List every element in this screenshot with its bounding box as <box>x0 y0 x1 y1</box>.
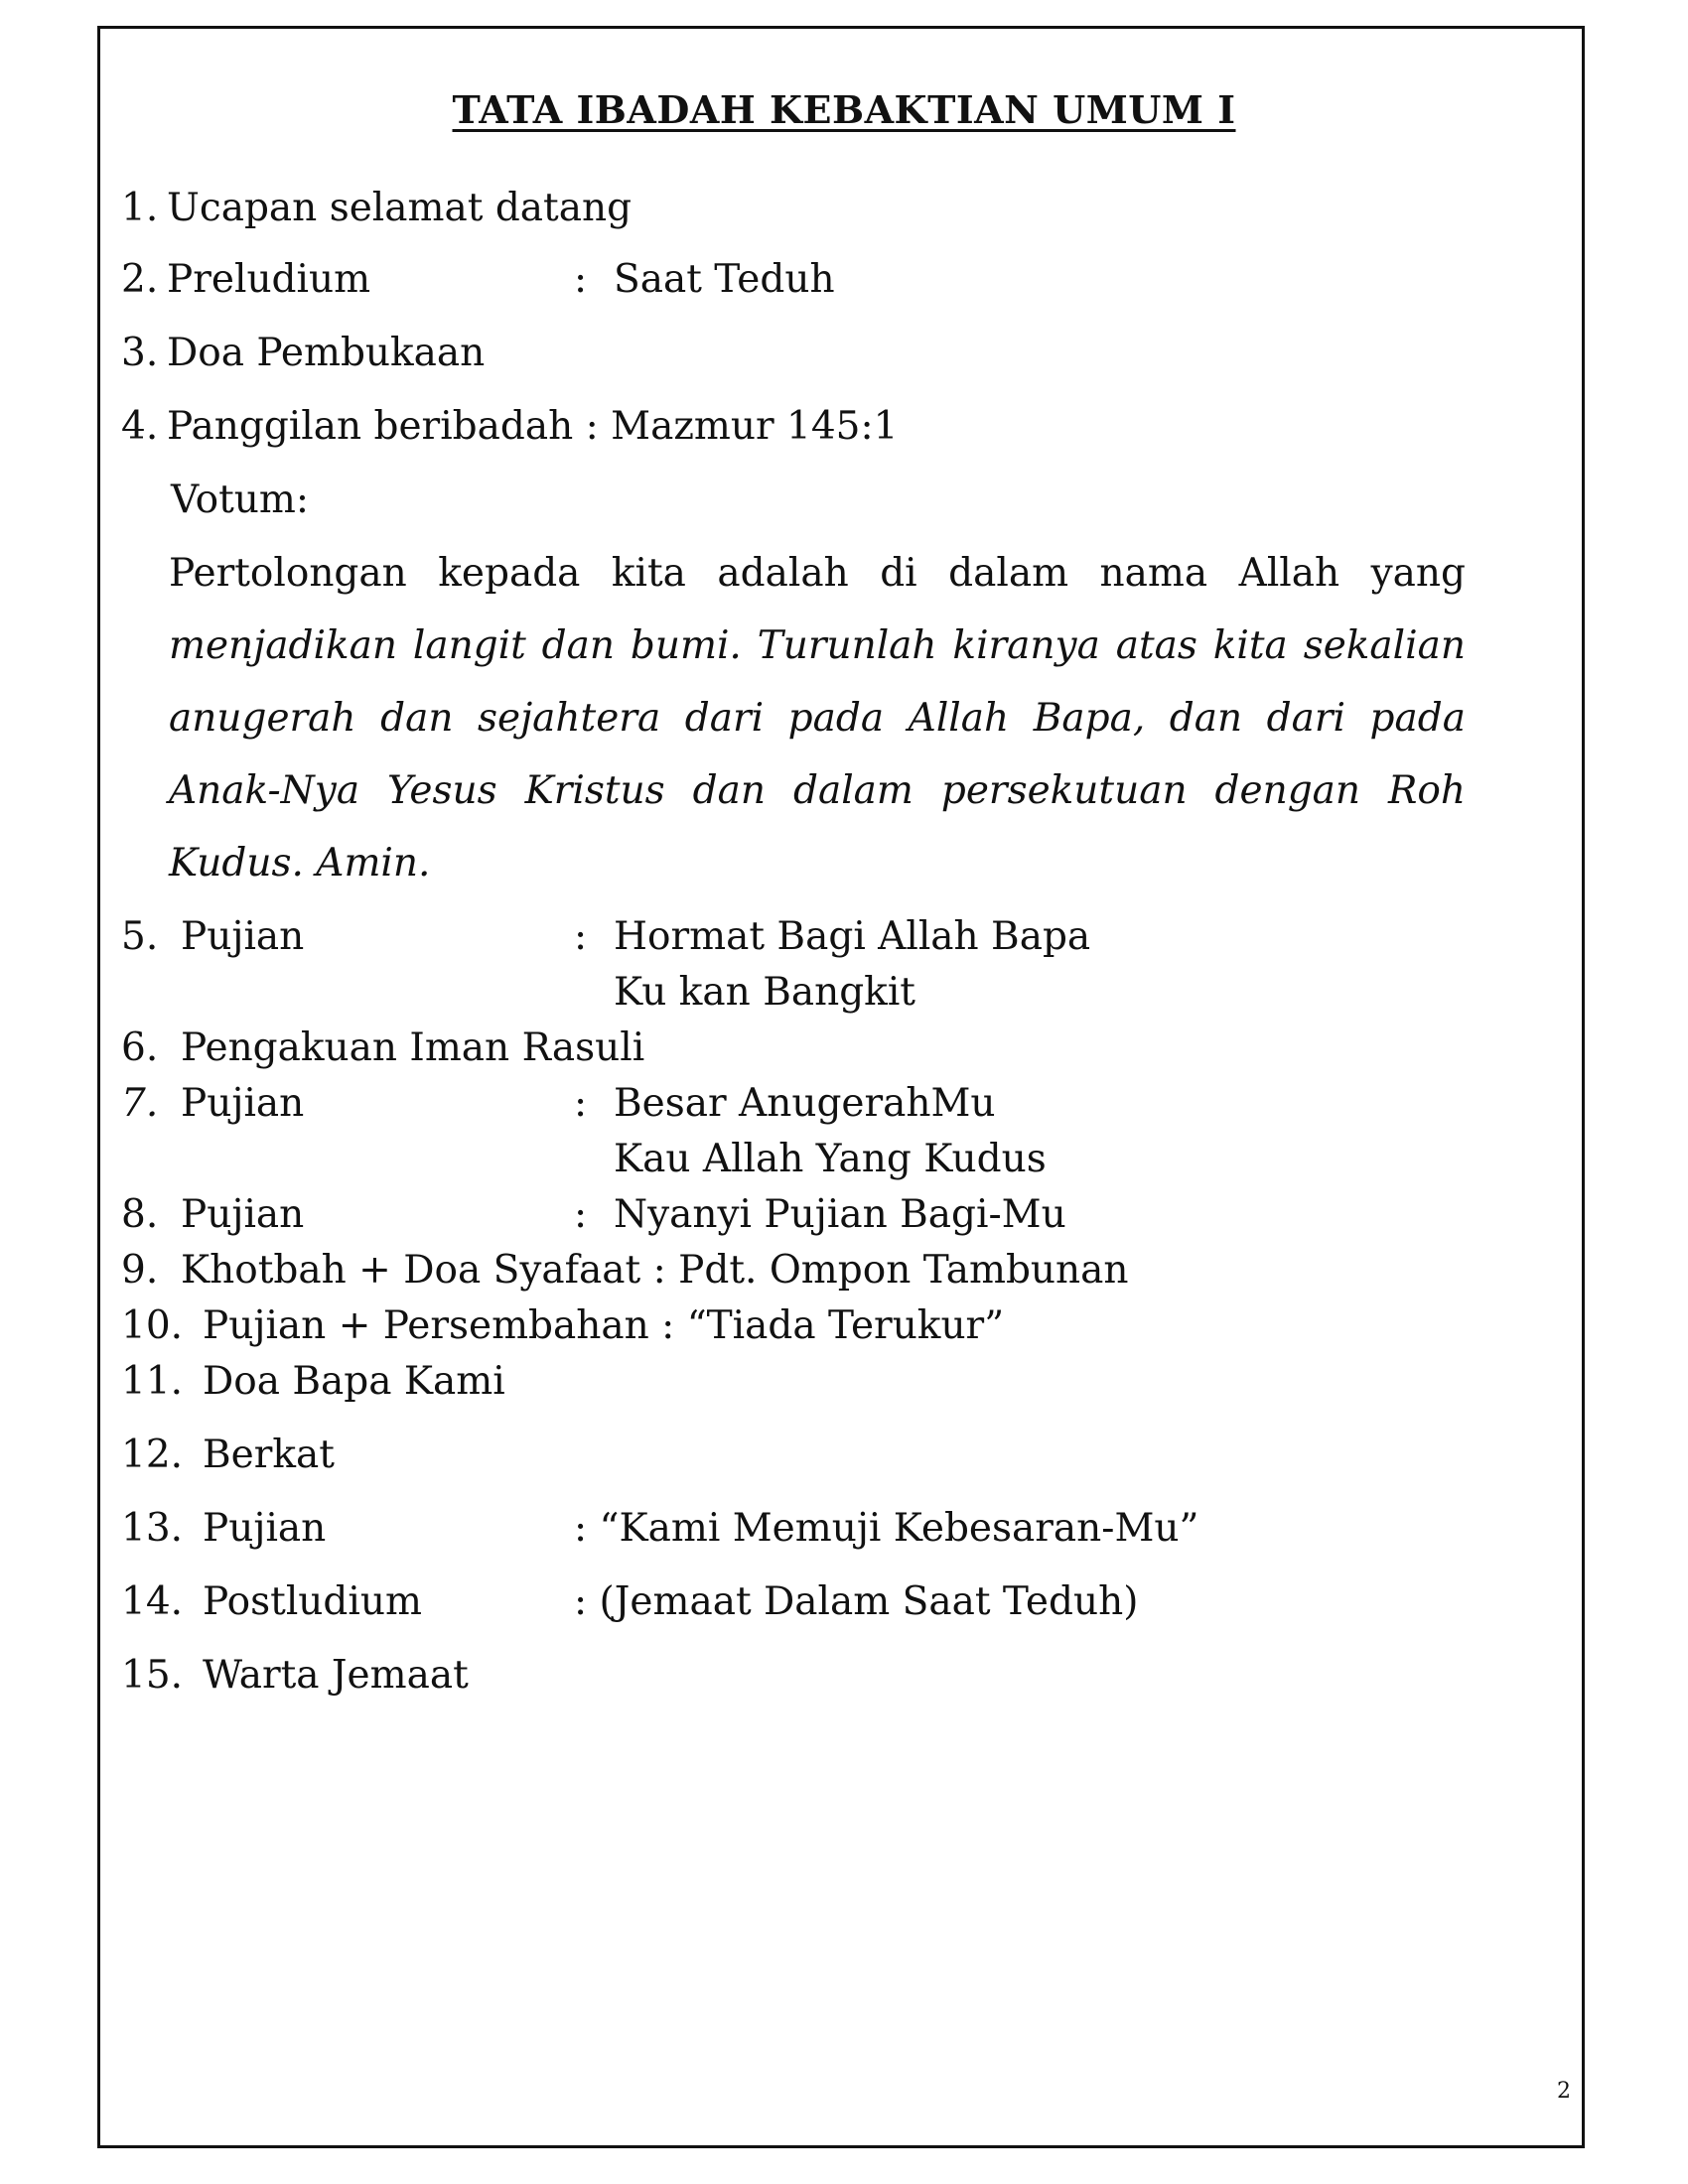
item-number: 12. <box>121 1433 184 1477</box>
item-number: 4. <box>121 404 159 449</box>
item-label: Khotbah + Doa Syafaat : Pdt. Ompon Tambunan <box>181 1248 1129 1293</box>
item-label: Pujian <box>181 914 305 959</box>
item-value: Kau Allah Yang Kudus <box>614 1137 1047 1181</box>
item-label: Pujian <box>181 1081 305 1126</box>
page-title: TATA IBADAH KEBAKTIAN UMUM I <box>452 87 1236 132</box>
item-label: Doa Bapa Kami <box>203 1359 505 1404</box>
item-label: Ucapan selamat datang <box>167 186 633 230</box>
item-separator: : <box>574 1192 588 1237</box>
item-number: 2. <box>121 257 159 302</box>
item-number: 5. <box>121 914 159 959</box>
item-value: Ku kan Bangkit <box>614 970 915 1015</box>
votum-line: Kudus. Amin. <box>169 841 431 886</box>
item-number: 6. <box>121 1025 159 1070</box>
item-label: Postludium <box>203 1579 422 1624</box>
votum-paragraph <box>169 551 1466 844</box>
item-number: 14. <box>121 1579 184 1624</box>
item-separator: : <box>574 1081 588 1126</box>
item-number: 11. <box>121 1359 184 1404</box>
page-number: 2 <box>1557 2079 1571 2104</box>
votum-line: menjadikan langit dan bumi. Turunlah kiranya atas kita sekalian <box>169 623 1466 668</box>
item-value: Hormat Bagi Allah Bapa <box>614 914 1091 959</box>
item-label: Pujian + Persembahan : “Tiada Terukur” <box>203 1303 1005 1348</box>
item-label: Panggilan beribadah : Mazmur 145:1 <box>167 404 899 449</box>
item-value: : (Jemaat Dalam Saat Teduh) <box>574 1579 1139 1624</box>
item-value: Besar AnugerahMu <box>614 1081 996 1126</box>
item-number: 9. <box>121 1248 159 1293</box>
item-separator: : <box>574 914 588 959</box>
item-value: Nyanyi Pujian Bagi-Mu <box>614 1192 1066 1237</box>
item-number: 13. <box>121 1506 184 1551</box>
item-number: 1. <box>121 186 159 230</box>
item-label: Warta Jemaat <box>203 1653 469 1698</box>
item-label: Pujian <box>181 1192 305 1237</box>
item-label: Doa Pembukaan <box>167 331 486 375</box>
item-number: 10. <box>121 1303 184 1348</box>
votum-line: Anak-Nya Yesus Kristus dan dalam persekutuan dengan Roh <box>169 768 1466 813</box>
item-label: Preludium <box>167 257 371 302</box>
item-label: Pengakuan Iman Rasuli <box>181 1025 645 1070</box>
votum-line: Pertolongan kepada kita adalah di dalam nama Allah yang <box>169 551 1466 596</box>
item-label: Pujian <box>203 1506 327 1551</box>
votum-line: anugerah dan sejahtera dari pada Allah Bapa, dan dari pada <box>169 696 1466 741</box>
item-label: Berkat <box>203 1433 335 1477</box>
item-number: 3. <box>121 331 159 375</box>
item-number: 8. <box>121 1192 159 1237</box>
item-number: 15. <box>121 1653 184 1698</box>
item-value: : “Kami Memuji Kebesaran-Mu” <box>574 1506 1199 1551</box>
item-separator: : <box>574 257 588 302</box>
item-number: 7. <box>121 1081 159 1126</box>
item-value: Saat Teduh <box>614 257 835 302</box>
list-item-1 <box>121 186 159 230</box>
votum-label: Votum: <box>171 478 309 522</box>
